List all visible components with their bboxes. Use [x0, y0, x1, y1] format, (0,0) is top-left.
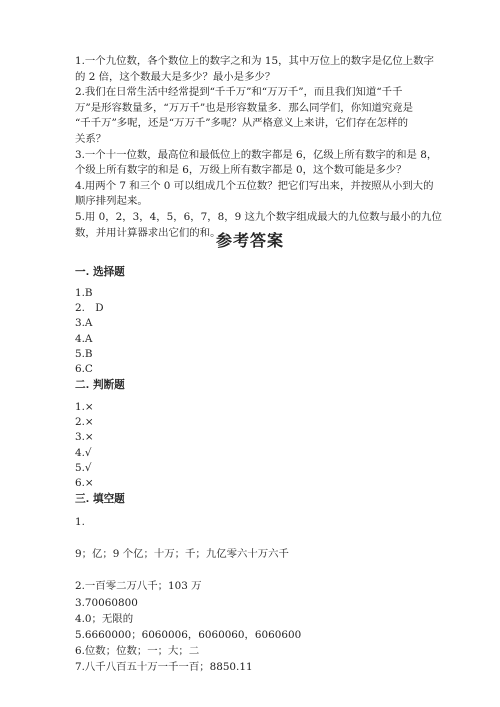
judge-answer-list: [75, 400, 94, 491]
questions-block: [75, 54, 442, 241]
list-item: 2. D: [75, 302, 104, 315]
answer-title: 参考答案: [215, 231, 284, 250]
section-heading-judge: 二. 判断题: [75, 379, 125, 391]
fill-answer-list: [75, 514, 301, 676]
list-item: 6.C: [75, 363, 93, 376]
question-line: 万”是形容数量多，“万万千”也是形容数量多．那么同学们，你知道究竟是: [75, 101, 414, 114]
question-line: 个级上所有数字的和是 6，万级上所有数字都是 0，这个数可能是多少？: [75, 164, 407, 177]
question-line: 顺序排列起来。: [75, 195, 148, 208]
question-line: 关系？: [75, 132, 107, 145]
question-line: 5.用 0，2，3，4，5，6，7，8，9 这九个数字组成最大的九位数与最小的九位: [75, 210, 442, 223]
blank-spacer: [75, 562, 301, 578]
question-line: 1.一个九位数，各个数位上的数字之和为 15，其中万位上的数字是亿位上数字: [75, 55, 434, 67]
list-item: 3.A: [75, 317, 93, 330]
list-item: 6.×: [75, 477, 94, 490]
question-line: 的 2 倍，这个数最大是多少？最小是多少？: [75, 70, 276, 83]
choice-answer-list: [75, 286, 104, 377]
list-item: 1.×: [75, 401, 94, 413]
list-item: 1.: [75, 516, 85, 528]
list-item: 4.0；无限的: [75, 612, 134, 625]
section-heading-fill: 三. 填空题: [75, 493, 125, 505]
list-item: 2.×: [75, 416, 94, 429]
list-item: 6.位数；位数；一；大；二: [75, 645, 200, 658]
blank-spacer: [75, 530, 301, 546]
question-line: 3.一个十一位数，最高位和最低位上的数字都是 6，亿级上所有数字的和是 8，: [75, 148, 438, 161]
list-item: 5.√: [75, 461, 92, 474]
question-line: 4.用两个 7 和三个 0 可以组成几个五位数？把它们写出来，并按照从小到大的: [75, 179, 434, 192]
question-line: 2.我们在日常生活中经常提到“千千万”和“万万千”，而且我们知道“千千: [75, 86, 403, 99]
question-line: 数，并用计算器求出它们的和。: [75, 226, 221, 239]
question-line: “千千万”多呢，还是“万万千”多呢？从严格意义上来讲，它们存在怎样的: [75, 117, 408, 130]
list-item: 4.√: [75, 446, 92, 459]
list-item: 9；亿；9 个亿；十万；千；九亿零六十万六千: [75, 548, 289, 561]
list-item: 3.70060800: [75, 596, 138, 609]
list-item: 7.八千八百五十万一千一百；8850.11: [75, 661, 253, 674]
list-item: 4.A: [75, 332, 93, 345]
list-item: 5.6660000；6060006，6060060，6060600: [75, 629, 302, 642]
list-item: 5.B: [75, 347, 93, 360]
list-item: 2.一百零二万八千；103 万: [75, 580, 202, 593]
list-item: 1.B: [75, 287, 93, 299]
section-heading-choice: 一. 选择题: [75, 266, 125, 278]
list-item: 3.×: [75, 431, 94, 444]
